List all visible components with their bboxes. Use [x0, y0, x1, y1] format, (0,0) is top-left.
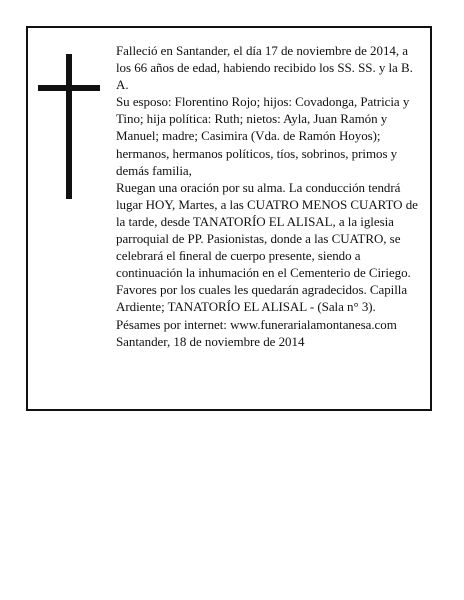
family-paragraph: Su esposo: Florentino Rojo; hijos: Covadonga, Patricia y Tino; hija política: Ruth; nietos: Ayla, Juan Ramón y Manuel; madre; Casimira (Vda. de Ramón Hoyos); hermanos, hermanos políticos, tíos, sobrinos, primos y demás familia,	[116, 94, 410, 178]
funeral-paragraph: Ruegan una oración por su alma. La conducción tendrá lugar HOY, Martes, a las CUATRO MENOS CUARTO de la tarde, desde TANATORÍO EL ALISAL, a la iglesia parroquial de PP. Pasionistas, donde a las CUATRO, se celebrará el ﬁneral de cuerpo presente, siendo a continuación la inhumación en el Cementerio de Ciriego. Favores por los cuales les quedarán agradecidos. Capilla Ardiente; TANATORÍO EL ALISAL - (Sala n° 3).	[116, 179, 418, 315]
condolences-line: Pésames por internet: www.funerarialamontanesa.com	[116, 316, 397, 332]
place-date-line: Santander, 18 de noviembre de 2014	[116, 333, 305, 349]
cross-horizontal-bar	[38, 85, 100, 91]
cross-vertical-bar	[66, 54, 72, 199]
cross-icon	[38, 54, 100, 199]
obituary-text	[116, 42, 422, 350]
death-notice-paragraph: Falleció en Santander, el día 17 de noviembre de 2014, a los 66 años de edad, habiendo recibido los SS. SS. y la B. A.	[116, 43, 413, 93]
obituary-notice	[26, 26, 432, 411]
